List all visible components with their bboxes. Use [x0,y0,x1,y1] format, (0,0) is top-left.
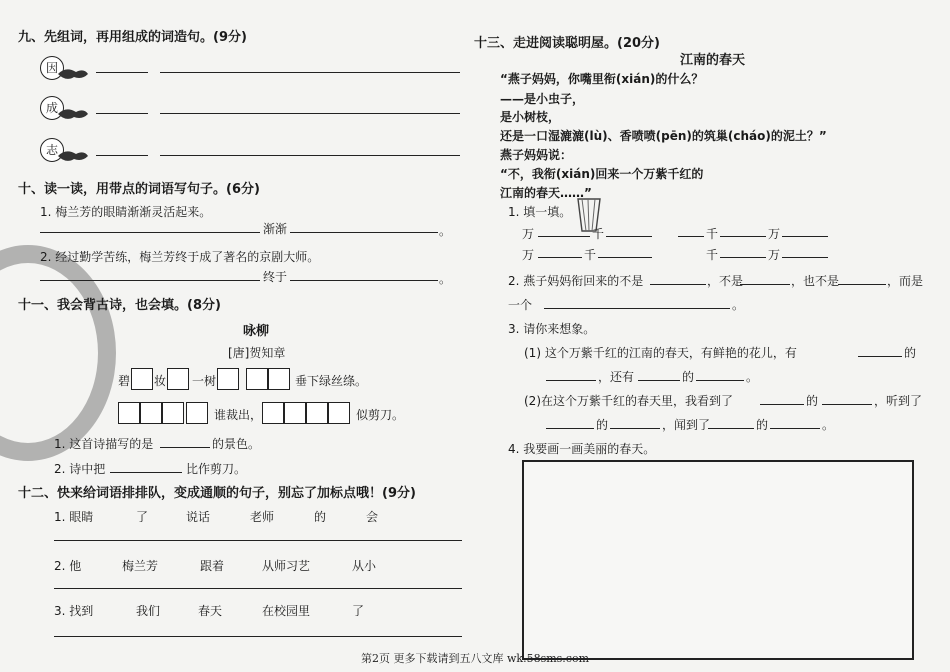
q10-word2: 终于 [263,270,288,284]
poem-char: 妆 [154,374,167,388]
q10-title: 十、读一读，用带点的词语写句子。(6分) [18,182,260,197]
word-blank[interactable] [96,155,148,156]
answer-blank[interactable] [638,380,680,381]
answer-blank[interactable] [290,232,438,233]
answer-blank[interactable] [610,428,660,429]
poem-box[interactable] [131,368,153,390]
q2-text-c: ，也不是 [791,274,840,288]
word-chip: 1. 眼睛 [54,510,94,524]
word-chip: 说话 [186,510,211,524]
poem-box[interactable] [140,402,162,424]
passage-line: ——是小虫子， [500,92,585,106]
q3-1-e: 。 [746,370,759,384]
fill-title: 1. 填一填。 [508,205,572,219]
answer-blank[interactable] [708,428,754,429]
q11-sub1-a: 1. 这首诗描写的是 [54,437,154,451]
char-badge-cheng: 成 [40,96,64,120]
answer-blank[interactable] [544,308,730,309]
poem-line2-mid: 谁裁出， [214,408,263,422]
q3-2-c: ，听到了 [874,394,923,408]
q3-2-g: 。 [822,418,835,432]
leaf-icon [56,148,90,164]
poem-box[interactable] [306,402,328,424]
answer-blank[interactable] [650,284,706,285]
char-badge-zhi: 志 [40,138,64,162]
q2-text-a: 2. 燕子妈妈衔回来的不是 [508,274,644,288]
fill-wan: 万 [522,227,535,241]
passage-line: “不，我衔(xián)回来一个万紫千红的 [500,167,704,181]
q3-2-e: ，闻到了 [662,418,711,432]
poem-box[interactable] [246,368,268,390]
answer-blank[interactable] [40,280,260,281]
fill-wan: 万 [768,227,781,241]
poem-box[interactable] [284,402,306,424]
answer-blank[interactable] [40,232,260,233]
q10-word1: 渐渐 [263,222,288,236]
fill-blank[interactable] [598,257,652,258]
word-blank[interactable] [96,72,148,73]
poem-char: 碧 [118,374,131,388]
q9-title: 九、先组词，再用组成的词造句。(9分) [18,30,247,45]
q3-2-a: (2)在这个万紫千红的春天里，我看到了 [524,394,733,408]
q3-2-d: 的 [596,418,609,432]
word-chip: 的 [314,510,327,524]
q10-item2: 2. 经过勤学苦练，梅兰芳终于成了著名的京剧大师。 [40,250,320,264]
sentence-blank[interactable] [160,72,460,73]
word-chip: 3. 找到 [54,604,94,618]
poem-box[interactable] [186,402,208,424]
drawing-area[interactable] [522,460,914,660]
word-chip: 了 [136,510,149,524]
poem-author: [唐]贺知章 [228,346,286,360]
fill-blank[interactable] [538,257,582,258]
word-chip: 老师 [250,510,275,524]
answer-line[interactable] [54,588,462,589]
q12-title: 十二、快来给词语排排队，变成通顺的句子，别忘了加标点哦！(9分) [18,486,416,501]
fill-qian: 千 [584,248,597,262]
stamp-watermark [0,245,116,461]
answer-blank[interactable] [838,284,886,285]
q4-title: 4. 我要画一画美丽的春天。 [508,442,656,456]
fill-blank[interactable] [538,236,590,237]
answer-blank[interactable] [740,284,790,285]
fill-wan: 万 [522,248,535,262]
fill-blank[interactable] [720,236,766,237]
q3-2-b: 的 [806,394,819,408]
poem-box[interactable] [118,402,140,424]
q2-text-d: ，而是 [887,274,924,288]
sentence-blank[interactable] [160,155,460,156]
answer-blank[interactable] [760,404,804,405]
word-chip: 从小 [352,559,377,573]
poem-box[interactable] [162,402,184,424]
word-chip: 从师习艺 [262,559,311,573]
word-chip: 春天 [198,604,223,618]
period: 。 [439,272,452,286]
q11-title: 十一、我会背古诗，也会填。(8分) [18,298,221,313]
q10-item1: 1. 梅兰芳的眼睛渐渐灵活起来。 [40,205,212,219]
answer-blank[interactable] [110,472,182,473]
answer-blank[interactable] [290,280,438,281]
q3-2-f: 的 [756,418,769,432]
fill-blank[interactable] [782,257,828,258]
q3-title: 3. 请你来想象。 [508,322,596,336]
sentence-blank[interactable] [160,113,460,114]
poem-box[interactable] [328,402,350,424]
answer-blank[interactable] [546,428,594,429]
q2-text-e: 一个 [508,298,533,312]
q3-1-a: (1) 这个万紫千红的江南的春天，有鲜艳的花儿，有 [524,346,797,360]
fill-qian: 千 [706,248,719,262]
passage-line: 江南的春天……” [500,186,592,200]
word-blank[interactable] [96,113,148,114]
word-chip: 2. 他 [54,559,82,573]
poem-title: 咏柳 [243,324,270,339]
passage-line: 燕子妈妈说： [500,148,573,162]
leaf-icon [56,66,90,82]
poem-box[interactable] [262,402,284,424]
poem-line2-end: 似剪刀。 [356,408,405,422]
q3-1-d: 的 [682,370,695,384]
fill-blank[interactable] [782,236,828,237]
poem-line1-end: 垂下绿丝绦。 [295,374,368,388]
q2-text-b: ，不是 [707,274,744,288]
word-chip: 会 [366,510,379,524]
fill-blank[interactable] [720,257,766,258]
passage-line: “燕子妈妈，你嘴里衔(xián)的什么？ [500,72,704,86]
page-footer: 第2页 更多下载请到五八文库 wk.58sms.com [361,652,589,665]
q3-1-c: ，还有 [598,370,635,384]
word-chip: 在校园里 [262,604,311,618]
passage-line: 是小树枝， [500,110,561,124]
answer-line[interactable] [54,540,462,541]
word-chip: 我们 [136,604,161,618]
answer-line[interactable] [54,636,462,637]
answer-blank[interactable] [696,380,744,381]
passage-title: 江南的春天 [680,53,746,68]
poem-box[interactable] [167,368,189,390]
answer-blank[interactable] [770,428,820,429]
fill-qian: 千 [592,227,605,241]
q11-sub1-b: 的景色。 [212,437,261,451]
poem-char: 一树 [192,374,217,388]
answer-blank[interactable] [160,447,210,448]
fill-qian: 千 [706,227,719,241]
word-chip: 跟着 [200,559,225,573]
passage-line: 还是一口湿漉漉(lù)、香喷喷(pēn)的筑巢(cháo)的泥土？” [500,129,827,143]
q3-1-b: 的 [904,346,917,360]
word-chip: 梅兰芳 [122,559,159,573]
fill-wan: 万 [768,248,781,262]
period: 。 [439,224,452,238]
q11-sub2-b: 比作剪刀。 [186,462,247,476]
poem-box[interactable] [217,368,239,390]
answer-blank[interactable] [546,380,596,381]
poem-box[interactable] [268,368,290,390]
q13-title: 十三、走进阅读聪明屋。(20分) [474,36,660,51]
word-chip: 了 [352,604,365,618]
answer-blank[interactable] [858,356,902,357]
q11-sub2-a: 2. 诗中把 [54,462,106,476]
fill-blank[interactable] [606,236,652,237]
leaf-icon [56,106,90,122]
q2-text-f: 。 [732,298,745,312]
fill-blank[interactable] [678,236,704,237]
answer-blank[interactable] [822,404,872,405]
char-badge-yin: 因 [40,56,64,80]
